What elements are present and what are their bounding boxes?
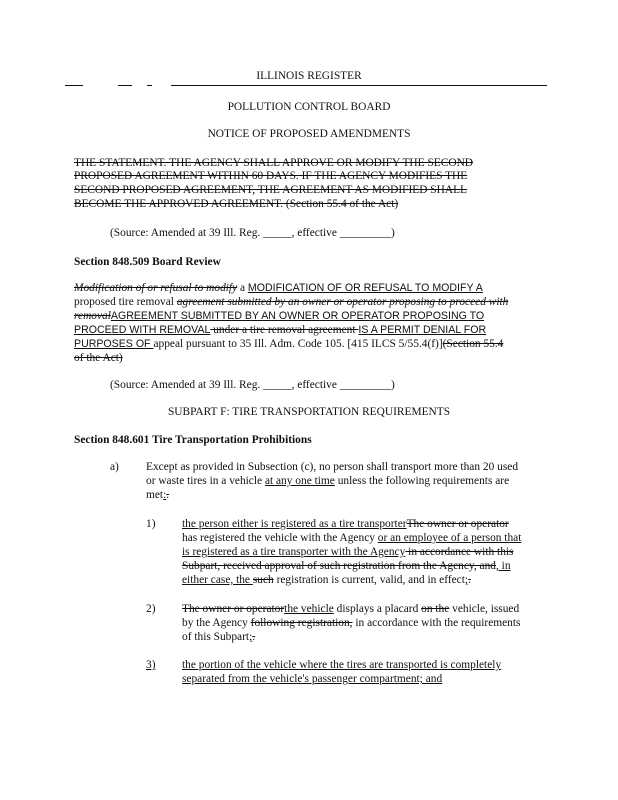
- i2-l3-struck: .: [252, 631, 256, 643]
- item-2-label: 2): [146, 603, 156, 615]
- s509-l5-struck: (Section 55.4: [442, 338, 504, 350]
- struck-line-3: SECOND PROPOSED AGREEMENT, THE AGREEMENT AS MODIFIED SHALL: [74, 184, 468, 196]
- i2-l3-added: ;: [249, 631, 253, 643]
- i1-l4-struck: Subpart, received approval of such registration from the Agency, and: [182, 560, 496, 572]
- i2-l2-struck: following registration,: [250, 617, 353, 629]
- header-rule-dash-2: [118, 85, 132, 86]
- s509-l5-plain: appeal pursuant to 35 Ill. Adm. Code 105. [415 ILCS 5/55.4(f)]: [153, 338, 443, 350]
- item-a-line-3: [146, 489, 169, 502]
- struck-line-1: THE STATEMENT. THE AGENCY SHALL APPROVE OR MODIFY THE SECOND: [74, 157, 474, 169]
- i1-l5-added: either case, the: [182, 574, 253, 586]
- struck-line-4: BECOME THE APPROVED AGREEMENT. (Section 55.4 of the Act): [74, 198, 399, 210]
- item-1-line-4: [182, 560, 511, 573]
- i1-l5-added-2: ;: [464, 574, 469, 586]
- s509-l4-added: PROCEED WITH REMOVAL: [74, 324, 211, 336]
- i2-l1-struck-2: on the: [421, 603, 450, 615]
- item-3-line-2: separated from the vehicle's passenger compartment; and: [182, 673, 443, 685]
- a-l2-added: at any one time: [264, 475, 335, 487]
- struck-line-2: [74, 170, 467, 183]
- section-509-heading: Section 848.509 Board Review: [74, 256, 221, 268]
- s509-l1-plain: a: [237, 282, 248, 294]
- i2-l2-plain: by the Agency: [182, 617, 251, 629]
- item-2-line-1: [182, 603, 519, 616]
- i2-l3-plain: of this Subpart: [182, 631, 250, 643]
- header-rule-dash-1: [65, 85, 83, 86]
- s509-l1-added: MODIFICATION OF OR REFUSAL TO MODIFY A: [247, 282, 483, 294]
- item-1-line-3: [182, 546, 514, 559]
- notice-title: NOTICE OF PROPOSED AMENDMENTS: [207, 128, 411, 140]
- i2-l2-plain-2: in accordance with the requirements: [352, 617, 521, 629]
- item-a-line-2: [146, 475, 509, 488]
- subpart-heading: SUBPART F: TIRE TRANSPORTATION REQUIREMENTS: [167, 406, 451, 418]
- i1-l2-plain: has registered the vehicle with the Agency: [182, 532, 378, 544]
- s509-line-6: of the Act): [74, 352, 123, 364]
- s509-l3-added: AGREEMENT SUBMITTED BY AN OWNER OR OPERATOR PROPOSING TO: [110, 310, 485, 322]
- item-a-line-1: Except as provided in Subsection (c), no person shall transport more than 20 used: [146, 461, 519, 473]
- a-l2-plain-2: unless the following requirements are: [334, 475, 510, 487]
- item-a-label: a): [110, 461, 119, 473]
- s509-l1-struck: Modification of or refusal to modify: [74, 282, 238, 294]
- i2-l1-added: the vehicle: [284, 603, 334, 615]
- s509-l5-added: PURPOSES OF: [74, 338, 154, 350]
- item-1-line-2: [182, 532, 521, 545]
- a-l3-plain: met: [146, 489, 164, 501]
- s509-l4-struck: under a tire removal agreement: [210, 324, 359, 336]
- s509-line-4: [74, 324, 486, 337]
- item-1-line-5: [182, 574, 471, 587]
- board-title: POLLUTION CONTROL BOARD: [227, 101, 391, 113]
- s509-line-5: [74, 338, 503, 351]
- register-title: ILLINOIS REGISTER: [256, 70, 362, 82]
- i1-l1-added: the person either is registered as a tire transporter: [182, 518, 407, 530]
- source-note-2: (Source: Amended at 39 Ill. Reg. _____, effective _________): [110, 379, 395, 391]
- i2-l1-plain: displays a placard: [333, 603, 422, 615]
- a-l2-plain: or waste tires in a vehicle: [146, 475, 265, 487]
- i1-l5-plain: registration is current, valid, and in effect: [273, 574, 465, 586]
- s509-l2-struck: agreement submitted by an owner or operator proposing to proceed with: [176, 296, 509, 308]
- s509-l2-plain: proposed tire removal: [74, 296, 177, 308]
- source-note-1: (Source: Amended at 39 Ill. Reg. _____, effective _________): [110, 227, 395, 239]
- s509-line-2: [74, 296, 508, 309]
- i1-l3-added: is registered as a tire transporter with the Agency: [182, 546, 406, 558]
- i1-l5-struck-2: .: [468, 574, 471, 586]
- s509-line-1: [74, 282, 483, 295]
- section-601-heading: Section 848.601 Tire Transportation Prohibitions: [74, 434, 312, 446]
- header-rule-main: [171, 85, 547, 86]
- s509-line-3: [74, 310, 484, 323]
- i2-l1-struck: The owner or operator: [182, 603, 285, 615]
- i2-l1-plain-2: vehicle, issued: [449, 603, 520, 615]
- item-1-line-1: [182, 518, 509, 531]
- s509-l3-struck: removal: [74, 310, 111, 322]
- i1-l5-struck: such: [252, 574, 274, 586]
- i1-l4-added: , in: [495, 560, 511, 572]
- struck-line-2-text: PROPOSED AGREEMENT WITHIN 60 DAYS. IF THE AGENCY MODIFIES THE: [74, 170, 468, 182]
- i1-l1-struck: The owner or operator: [406, 518, 509, 530]
- item-2-line-3: [182, 631, 255, 644]
- i1-l3-struck: in accordance with this: [405, 546, 514, 558]
- item-2-line-2: [182, 617, 520, 630]
- item-3-label: 3): [146, 659, 156, 671]
- item-3-line-1: the portion of the vehicle where the tires are transported is completely: [182, 659, 502, 671]
- header-rule-dash-3: [147, 85, 152, 86]
- s509-l4-added-2: IS A PERMIT DENIAL FOR: [358, 324, 487, 336]
- item-1-label: 1): [146, 518, 156, 530]
- a-l3-added: :: [163, 489, 167, 501]
- a-l3-struck: .: [166, 489, 170, 501]
- i1-l2-added: or an employee of a person that: [377, 532, 522, 544]
